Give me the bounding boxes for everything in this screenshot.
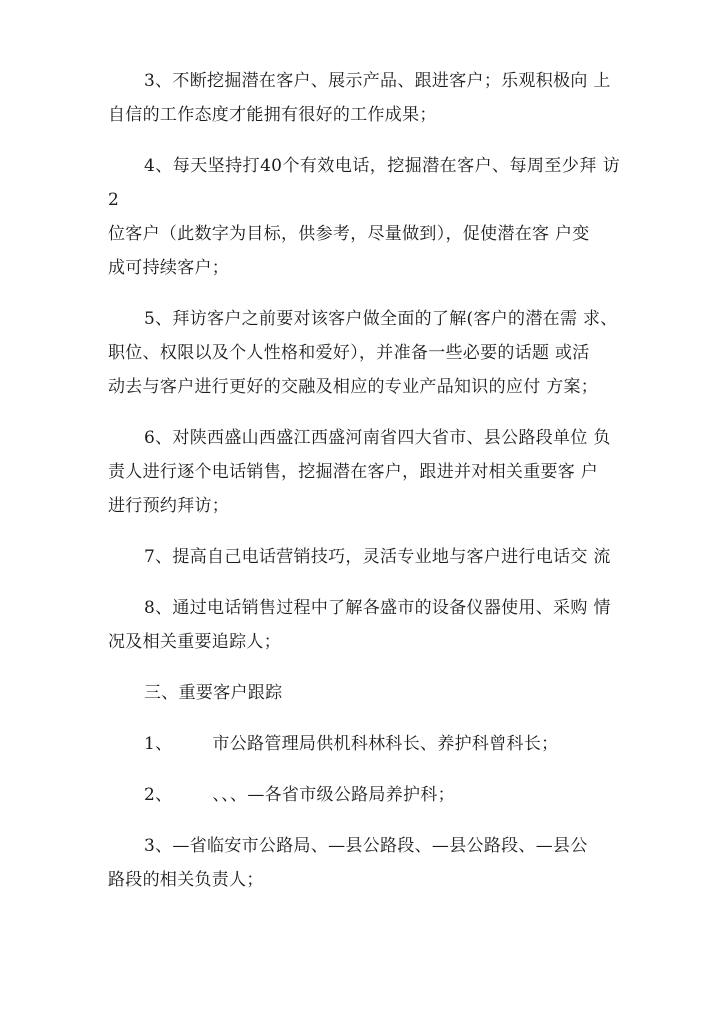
paragraph-item-6 (108, 421, 620, 523)
paragraph-line: 7、提高自己电话营销技巧，灵活专业地与客户进行电话交 流 (144, 547, 611, 567)
paragraph-line: 职位、权限以及个人性格和爱好），并准备一些必要的话题 或活 (108, 343, 590, 363)
paragraph-line: 责人进行逐个电话销售，挖掘潜在客户，跟进并对相关重要客 户 (108, 462, 599, 482)
paragraph-line: 路段的相关负责人； (108, 870, 264, 890)
section-heading: 三、重要客户跟踪 (144, 683, 283, 703)
key-client-text: 市公路管理局供机科林科长、养护科曾科长； (212, 734, 559, 754)
paragraph-line: 动去与客户进行更好的交融及相应的专业产品知识的应付 方案； (108, 377, 599, 397)
paragraph-item-3 (108, 64, 620, 132)
paragraph-line: 5、拜访客户之前要对该客户做全面的了解(客户的潜在需 求、 (144, 309, 618, 329)
key-client-text: 、、、—各省市级公路局养护科； (212, 785, 455, 805)
paragraph-line: 3、—省临安市公路局、—县公路段、—县公路段、—县公 (144, 836, 588, 856)
paragraph-item-7 (108, 540, 620, 574)
paragraph-line: 况及相关重要追踪人； (108, 632, 281, 652)
key-client-item-2 (108, 778, 620, 812)
paragraph-line: 8、通过电话销售过程中了解各盛市的设备仪器使用、采购 情 (144, 598, 611, 618)
paragraph-line: 6、对陕西盛山西盛江西盛河南省四大省市、县公路段单位 负 (144, 428, 611, 448)
key-client-number: 1、 (144, 734, 173, 754)
paragraph-line: 4、每天坚持打40个有效电话，挖掘潜在客户、每周至少拜 访2 (108, 156, 620, 210)
paragraph-line: 位客户（此数字为目标，供参考，尽量做到），促使潜在客 户变 (108, 224, 590, 244)
paragraph-item-4 (108, 149, 620, 285)
paragraph-line: 进行预约拜访； (108, 496, 230, 516)
paragraph-item-8 (108, 591, 620, 659)
paragraph-item-5 (108, 302, 620, 404)
key-client-item-1 (108, 727, 620, 761)
paragraph-line: 3、不断挖掘潜在客户、展示产品、跟进客户；乐观积极向 上 (144, 71, 611, 91)
key-client-item-3 (108, 829, 620, 897)
paragraph-line: 自信的工作态度才能拥有很好的工作成果； (108, 105, 437, 125)
paragraph-line: 成可持续客户； (108, 258, 230, 278)
key-client-number: 2、 (144, 785, 173, 805)
